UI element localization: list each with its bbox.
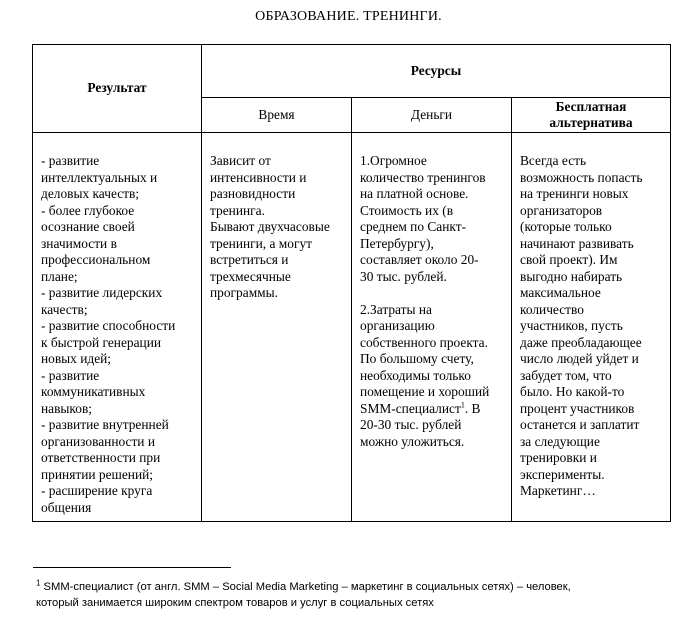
result-list-line: ответственности при: [41, 450, 161, 465]
free-alternative-text-line: останется и заплатит: [520, 417, 640, 432]
free-alternative-text-line: за следующие: [520, 433, 600, 449]
training-resources-table: [32, 44, 671, 522]
money-cell: [352, 133, 512, 522]
time-text-line: интенсивности и: [210, 169, 307, 185]
money-text-line: собственного проекта.: [360, 334, 488, 350]
result-list: [41, 153, 193, 516]
money-text-line: 1.Огромное: [360, 153, 427, 168]
time-text-line: Бывают двухчасовые: [210, 219, 330, 234]
free-alternative-text-line: начинают развивать: [520, 235, 634, 251]
money-text-line: 30 тыс. рублей.: [360, 268, 447, 284]
result-list-line: организованности и: [41, 433, 155, 449]
result-list-line: коммуникативных: [41, 384, 146, 399]
table-header-row: [33, 45, 671, 98]
money-text-line: среднем по Санкт-: [360, 219, 467, 234]
free-alternative-text-line: количество: [520, 301, 584, 317]
time-text-line: программы.: [210, 285, 278, 300]
result-cell: [33, 133, 202, 522]
result-list-line: интеллектуальных и: [41, 169, 158, 185]
time-text-line: тренинги, а могут: [210, 235, 313, 251]
free-alternative-cell: [512, 133, 671, 522]
result-list-line: деловых качеств;: [41, 186, 140, 201]
footnote-mark: 1: [36, 578, 41, 588]
result-list-line: - развитие способности: [41, 318, 176, 333]
result-list-line: - развитие внутренней: [41, 417, 169, 432]
result-list-line: - расширение круга: [41, 483, 153, 498]
money-paragraph-1: [360, 153, 503, 285]
table-body-row: [33, 133, 671, 522]
result-list-line: принятии решений;: [41, 466, 153, 482]
footnote: [36, 579, 676, 611]
free-alternative-text-line: число людей уйдет и: [520, 351, 639, 366]
subheader-time: Время: [202, 98, 352, 133]
time-text-line: трехмесячные: [210, 268, 291, 284]
result-list-line: - более глубокое: [41, 202, 135, 218]
free-alternative-list: [520, 153, 662, 500]
money-smm-tail: . В: [464, 400, 481, 416]
result-list-line: плане;: [41, 268, 78, 284]
free-alternative-text-line: возможность попасть: [520, 169, 643, 185]
result-list-line: качеств;: [41, 301, 88, 317]
result-list-line: - развитие: [41, 367, 100, 383]
free-alternative-text-line: на тренинги новых: [520, 186, 629, 201]
header-resources: Ресурсы: [202, 45, 671, 98]
header-result: Результат: [33, 45, 202, 133]
footnote-ref: 1: [460, 400, 465, 410]
time-text-line: встретиться и: [210, 252, 289, 267]
footnote-separator: [33, 567, 231, 568]
time-text-line: Зависит от: [210, 153, 271, 168]
money-text-line: на платной основе.: [360, 186, 469, 201]
subheader-free-line-1: Бесплатная: [555, 99, 627, 114]
footnote-line-1: [36, 579, 676, 595]
time-list: [210, 153, 343, 302]
money-text-line: необходимы только: [360, 367, 471, 383]
money-text-line: количество тренингов: [360, 169, 486, 185]
money-text-line: 2.Затраты на: [360, 301, 432, 317]
money-text-line: Петербургу),: [360, 235, 434, 251]
free-alternative-text-line: Маркетинг…: [520, 483, 596, 498]
free-alternative-text-line: тренировки и: [520, 450, 597, 465]
footnote-line-2: который занимается широким спектром товаров и услуг в социальных сетях: [36, 597, 434, 609]
money-smm-line: [360, 401, 503, 418]
free-alternative-text-line: выгодно набирать: [520, 268, 623, 284]
time-text-line: тренинга.: [210, 202, 265, 218]
free-alternative-text-line: Всегда есть: [520, 153, 587, 168]
result-list-line: значимости в: [41, 235, 117, 251]
footnote-text-1: SMM-специалист (от англ. SMM – Social Media Marketing – маркетинг в социальных сетях) – человек,: [40, 581, 571, 593]
result-list-line: - развитие лидерских: [41, 285, 163, 300]
money-text-line: составляет около 20-: [360, 252, 479, 267]
money-paragraph-2-end: [360, 417, 503, 450]
result-list-line: осознание своей: [41, 219, 135, 234]
free-alternative-text-line: свой проект). Им: [520, 252, 618, 267]
result-list-line: навыков;: [41, 400, 92, 416]
result-list-line: к быстрой генерации: [41, 334, 162, 350]
money-paragraph-2: [360, 302, 503, 401]
time-cell: [202, 133, 352, 522]
result-list-line: новых идей;: [41, 351, 112, 366]
free-alternative-text-line: максимальное: [520, 285, 601, 300]
money-text-line: 20-30 тыс. рублей: [360, 417, 462, 432]
money-text-line: организацию: [360, 318, 435, 333]
result-list-line: - развитие: [41, 153, 100, 168]
money-text-line: можно уложиться.: [360, 433, 465, 449]
free-alternative-text-line: эксперименты.: [520, 466, 605, 482]
result-list-line: общения: [41, 499, 92, 515]
subheader-free-line-2: альтернатива: [549, 115, 633, 130]
money-text-line: По большому счету,: [360, 351, 474, 366]
subheader-free-alternative: [512, 98, 671, 133]
free-alternative-text-line: участников, пусть: [520, 318, 623, 333]
money-text-line: помещение и хороший: [360, 384, 490, 399]
time-text-line: разновидности: [210, 186, 296, 201]
document-title: ОБРАЗОВАНИЕ. ТРЕНИНГИ.: [255, 9, 442, 24]
free-alternative-text-line: (которые только: [520, 219, 612, 234]
free-alternative-text-line: забудет том, что: [520, 367, 612, 383]
result-list-line: профессиональном: [41, 252, 151, 267]
free-alternative-text-line: даже преобладающее: [520, 334, 642, 350]
money-smm-text: SMM-специалист: [360, 400, 461, 416]
money-text-line: Стоимость их (в: [360, 202, 454, 218]
free-alternative-text-line: организаторов: [520, 202, 603, 218]
subheader-money: Деньги: [352, 98, 512, 133]
free-alternative-text-line: процент участников: [520, 400, 635, 416]
free-alternative-text-line: было. Но какой-то: [520, 384, 625, 399]
